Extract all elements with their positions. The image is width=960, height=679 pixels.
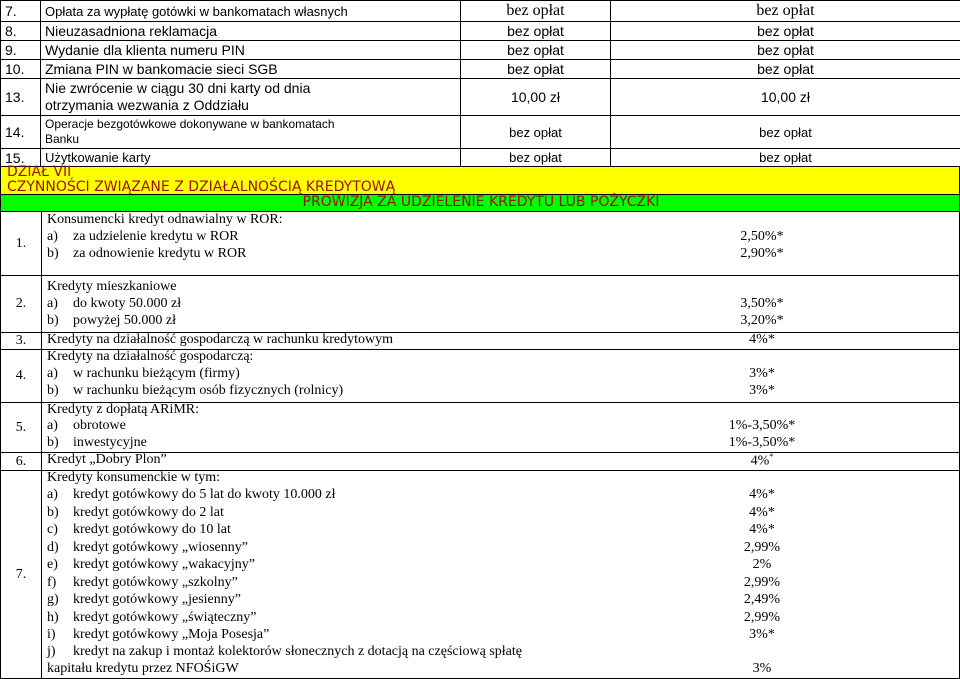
item-text: kredyt gotówkowy do 10 lat	[73, 522, 231, 537]
item-label: i)	[47, 627, 56, 642]
item-text: za udzielenie kredytu w ROR	[73, 229, 239, 244]
item-line-continuation: kapitału kredytu przez NFOŚiGW	[47, 661, 239, 676]
item-line	[47, 487, 335, 503]
item-line	[47, 313, 176, 329]
item-text: do kwoty 50.000 zł	[73, 296, 182, 311]
list-item	[0, 403, 960, 453]
list-item	[0, 350, 960, 403]
item-value	[702, 452, 822, 470]
row-desc	[41, 116, 461, 149]
list-item	[0, 333, 960, 350]
item-line	[47, 418, 126, 434]
item-label: b)	[47, 435, 59, 450]
row-value-1: bez opłat	[461, 22, 611, 41]
item-value: 2,50%*	[740, 229, 784, 244]
row-desc: Wydanie dla klienta numeru PIN	[41, 41, 461, 60]
table-row	[1, 116, 960, 149]
item-number: 6.	[1, 453, 42, 470]
item-text: kredyt gotówkowy „szkolny”	[73, 575, 238, 590]
item-number: 2.	[1, 276, 42, 332]
row-desc: Opłata za wypłatę gotówki w bankomatach własnych	[41, 1, 461, 22]
section-title: DZIAŁ VII	[7, 164, 72, 180]
item-line	[47, 366, 240, 382]
item-label: b)	[47, 246, 59, 261]
section-subtitle: CZYNNOŚCI ZWIĄZANE Z DZIAŁALNOŚCIĄ KREDYTOWĄ	[7, 179, 396, 195]
item-value: 4%*	[749, 332, 775, 347]
item-text: za odnowienie kredytu w ROR	[73, 246, 247, 261]
item-value: 2,99%	[743, 540, 781, 555]
item-title: Kredyty mieszkaniowe	[47, 279, 177, 294]
item-label: a)	[47, 418, 58, 433]
item-value: 4%*	[749, 505, 775, 520]
row-value-1: bez opłat	[461, 1, 611, 22]
item-text: kredyt gotówkowy „świąteczny”	[73, 610, 257, 625]
item-value: 2,49%	[743, 592, 781, 607]
row-value-2: bez opłat	[611, 60, 960, 79]
item-title: Kredyt „Dobry Plon”	[47, 452, 167, 467]
item-number: 4.	[1, 350, 42, 402]
row-value-2: bez opłat	[611, 1, 960, 22]
row-value-1: bez opłat	[461, 60, 611, 79]
item-text: w rachunku bieżącym osób fizycznych (rolnicy)	[73, 383, 344, 398]
row-value-1: bez opłat	[461, 116, 611, 149]
item-value: 3%*	[749, 383, 775, 398]
row-desc	[41, 79, 461, 116]
item-value: 3%*	[749, 366, 775, 381]
item-number: 7.	[1, 471, 42, 678]
row-value-2: bez opłat	[611, 149, 960, 167]
row-number: 8.	[1, 22, 41, 41]
item-value: 4%*	[749, 487, 775, 502]
list-item	[0, 212, 960, 276]
item-label: a)	[47, 296, 58, 311]
item-number: 1.	[1, 212, 42, 275]
item-label: e)	[47, 557, 58, 572]
item-value-main: 4%	[750, 453, 770, 469]
row-value-1: 10,00 zł	[461, 79, 611, 116]
commission-header: PROWIZJA ZA UDZIELENIE KREDYTU LUB POŻYCZKI	[302, 194, 660, 210]
item-value: 3%*	[749, 627, 775, 642]
item-line	[47, 592, 241, 608]
item-title: Kredyty konsumenckie w tym:	[47, 470, 221, 485]
item-value: 1%-3,50%*	[728, 418, 796, 433]
item-value: 4%*	[749, 522, 775, 537]
row-desc: Użytkowanie karty	[41, 149, 461, 167]
row-value-2: 10,00 zł	[611, 79, 960, 116]
item-number: 3.	[1, 333, 42, 349]
item-line	[47, 627, 269, 643]
row-value-2: bez opłat	[611, 41, 960, 60]
item-value: 2,90%*	[740, 246, 784, 261]
item-value-sup: *	[769, 452, 774, 461]
item-text: inwestycyjne	[73, 435, 147, 450]
item-label: h)	[47, 610, 59, 625]
item-label: j)	[47, 644, 56, 659]
table-row	[1, 1, 960, 22]
item-label: d)	[47, 540, 59, 555]
item-label: a)	[47, 229, 58, 244]
item-label: b)	[47, 505, 59, 520]
item-text: kredyt gotówkowy „jesienny”	[73, 592, 241, 607]
item-line	[47, 522, 231, 538]
item-label: a)	[47, 366, 58, 381]
item-line	[47, 540, 248, 556]
row-desc-line1: Operacje bezgotówkowe dokonywane w bankomatach	[45, 117, 335, 131]
row-value-2: bez opłat	[611, 22, 960, 41]
row-value-1: bez opłat	[461, 149, 611, 167]
table-row	[1, 149, 960, 167]
item-text: obrotowe	[73, 418, 126, 433]
item-line	[47, 557, 255, 573]
row-value-2: bez opłat	[611, 116, 960, 149]
item-label: b)	[47, 383, 59, 398]
item-value: 3,50%*	[740, 296, 784, 311]
table-row	[1, 79, 960, 116]
row-number: 13.	[1, 79, 41, 116]
table-row	[1, 60, 960, 79]
item-value: 2,99%	[743, 575, 781, 590]
item-value: 3,20%*	[740, 313, 784, 328]
row-desc: Nieuzasadniona reklamacja	[41, 22, 461, 41]
table-row	[1, 41, 960, 60]
item-title: Kredyty na działalność gospodarczą:	[47, 349, 254, 364]
row-number: 9.	[1, 41, 41, 60]
table-row	[1, 22, 960, 41]
item-text: kredyt na zakup i montaż kolektorów słonecznych z dotacją na częściową spłatę	[73, 644, 522, 659]
item-label: b)	[47, 313, 59, 328]
item-value: 1%-3,50%*	[728, 435, 796, 450]
row-value-1: bez opłat	[461, 41, 611, 60]
list-item	[0, 276, 960, 333]
item-title: Kredyty na działalność gospodarczą w rachunku kredytowym	[47, 332, 393, 347]
item-number: 5.	[1, 403, 42, 452]
row-number: 14.	[1, 116, 41, 149]
item-text: w rachunku bieżącym (firmy)	[73, 366, 240, 381]
item-text: kredyt gotówkowy do 2 lat	[73, 505, 224, 520]
fees-table	[0, 0, 960, 167]
row-desc-line1: Nie zwrócenie w ciągu 30 dni karty od dnia	[45, 80, 311, 96]
item-line	[47, 610, 257, 626]
item-line	[47, 505, 224, 521]
item-line	[47, 575, 238, 591]
item-line	[47, 229, 239, 245]
item-line	[47, 296, 181, 312]
item-value: 3%	[752, 661, 772, 676]
item-title: Konsumencki kredyt odnawialny w ROR:	[47, 212, 283, 227]
item-label: c)	[47, 522, 58, 537]
item-text: kredyt gotówkowy „wakacyjny”	[73, 557, 255, 572]
item-value: 2%	[752, 557, 772, 572]
item-text: kredyt gotówkowy do 5 lat do kwoty 10.000 zł	[73, 487, 336, 502]
row-desc-line2: otrzymania wezwania z Oddziału	[45, 97, 249, 113]
row-number: 7.	[1, 1, 41, 22]
item-title: Kredyty z dopłatą ARiMR:	[47, 402, 200, 417]
item-label: g)	[47, 592, 59, 607]
section-header	[0, 166, 960, 195]
item-text: kredyt gotówkowy „Moja Posesja”	[73, 627, 270, 642]
section-subheader	[0, 195, 960, 212]
item-line	[47, 435, 147, 451]
item-line	[47, 246, 246, 262]
item-label: a)	[47, 487, 58, 502]
row-desc: Zmiana PIN w bankomacie sieci SGB	[41, 60, 461, 79]
item-value: 2,99%	[743, 610, 781, 625]
item-text: kredyt gotówkowy „wiosenny”	[73, 540, 248, 555]
row-number: 10.	[1, 60, 41, 79]
row-desc-line2: Banku	[45, 132, 80, 146]
list-item	[0, 471, 960, 679]
item-label: f)	[47, 575, 57, 590]
item-line	[47, 383, 343, 399]
item-text: powyżej 50.000 zł	[73, 313, 177, 328]
row-number: 15.	[1, 149, 41, 167]
list-item	[0, 453, 960, 471]
item-line	[47, 644, 522, 660]
